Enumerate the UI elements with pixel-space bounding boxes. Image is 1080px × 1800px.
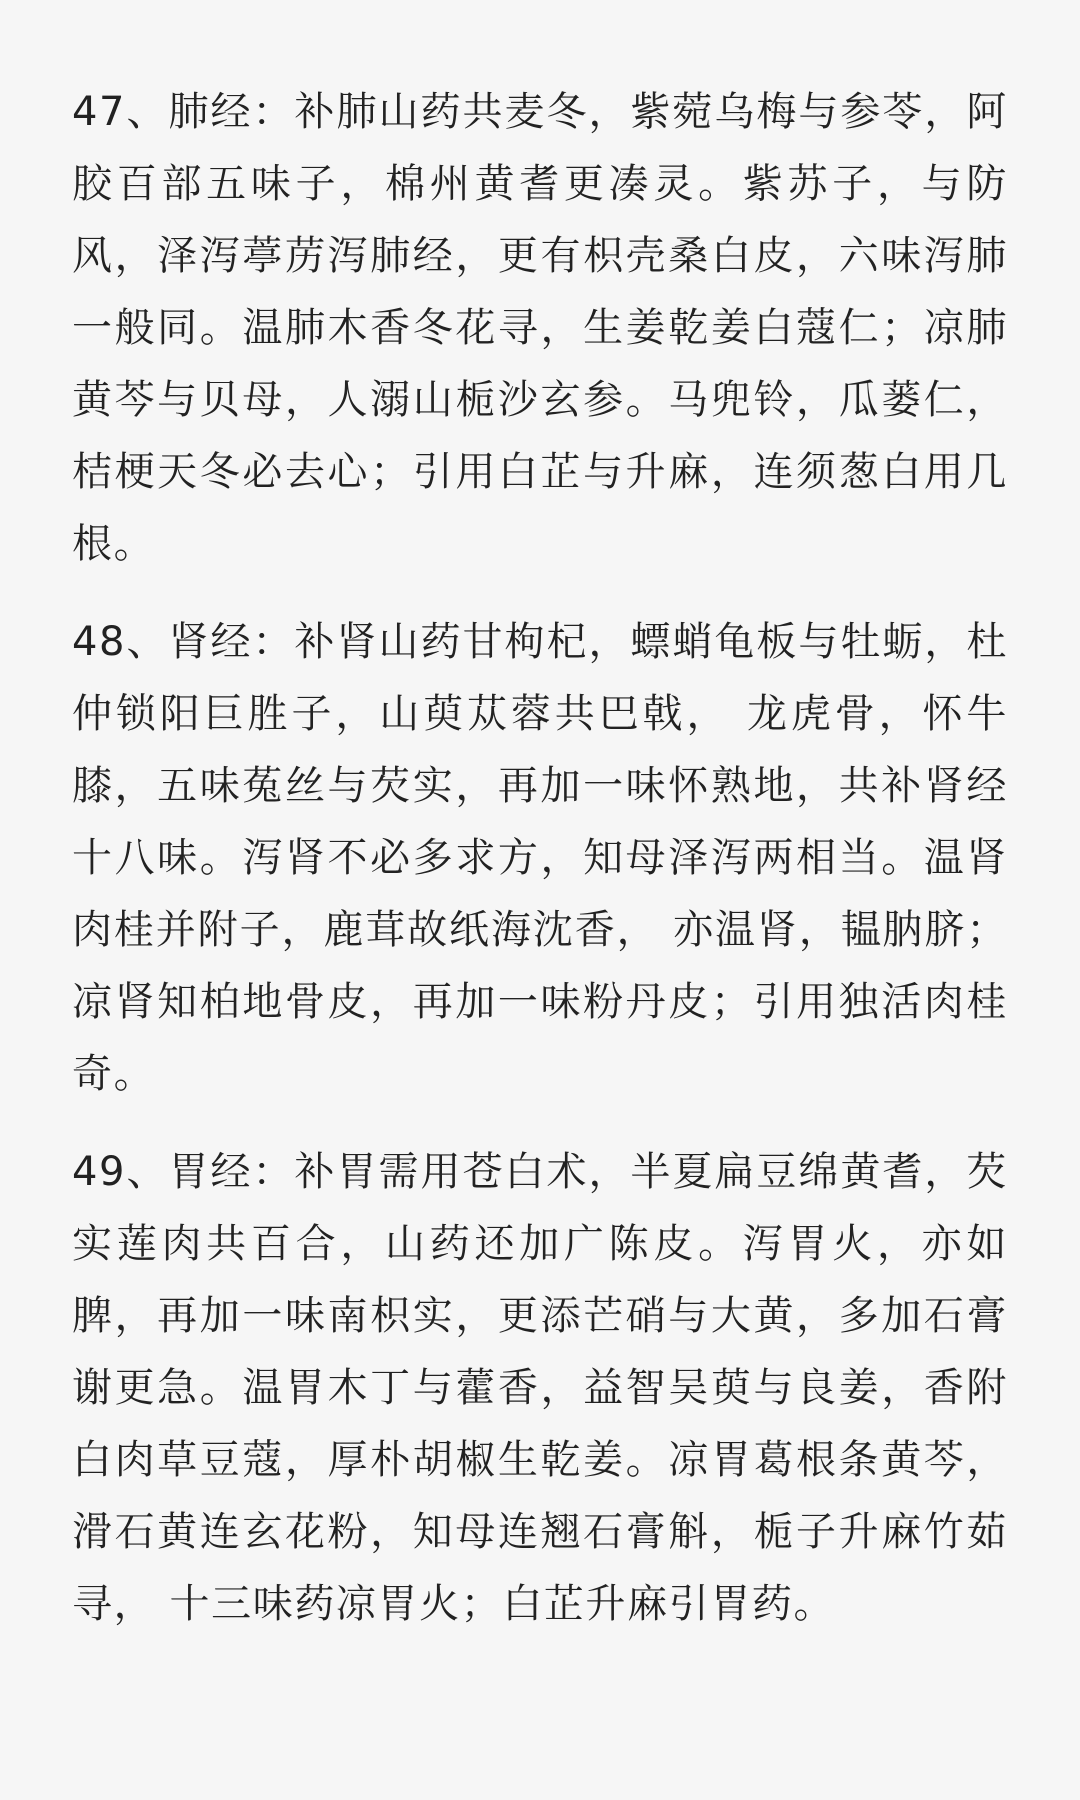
text-body [72,76,1008,1640]
paragraph-lung-meridian: 47、肺经：补肺山药共麦冬，紫菀乌梅与参苓，阿胶百部五味子，棉州黄耆更凑灵。紫苏子，与防风，泽泻葶苈泻肺经，更有枳壳桑白皮，六味泻肺一般同。温肺木香冬花寻，生姜乾姜白蔻仁；凉肺黄芩与贝母，人溺山栀沙玄参。马兜铃，瓜蒌仁，桔梗天冬必去心；引用白芷与升麻，连须葱白用几根。 [72,89,1008,567]
paragraph-stomach-meridian: 49、胃经：补胃需用苍白术，半夏扁豆绵黄耆，芡实莲肉共百合，山药还加广陈皮。泻胃火，亦如脾，再加一味南枳实，更添芒硝与大黄，多加石膏谢更急。温胃木丁与藿香，益智吴萸与良姜，香附白肉草豆蔻，厚朴胡椒生乾姜。凉胃葛根条黄芩，滑石黄连玄花粉，知母连翘石膏斛，栀子升麻竹茹寻， 十三味药凉胃火；白芷升麻引胃药。 [72,1149,1008,1627]
paragraph-kidney-meridian: 48、肾经：补肾山药甘枸杞，螵蛸龟板与牡蛎，杜仲锁阳巨胜子，山萸苁蓉共巴戟， 龙虎骨，怀牛膝，五味菟丝与芡实，再加一味怀熟地，共补肾经十八味。泻肾不必多求方，知母泽泻两相当。温肾肉桂并附子，鹿茸故纸海沈香， 亦温肾，韫肭脐；凉肾知柏地骨皮，再加一味粉丹皮；引用独活肉桂奇。 [72,619,1008,1097]
